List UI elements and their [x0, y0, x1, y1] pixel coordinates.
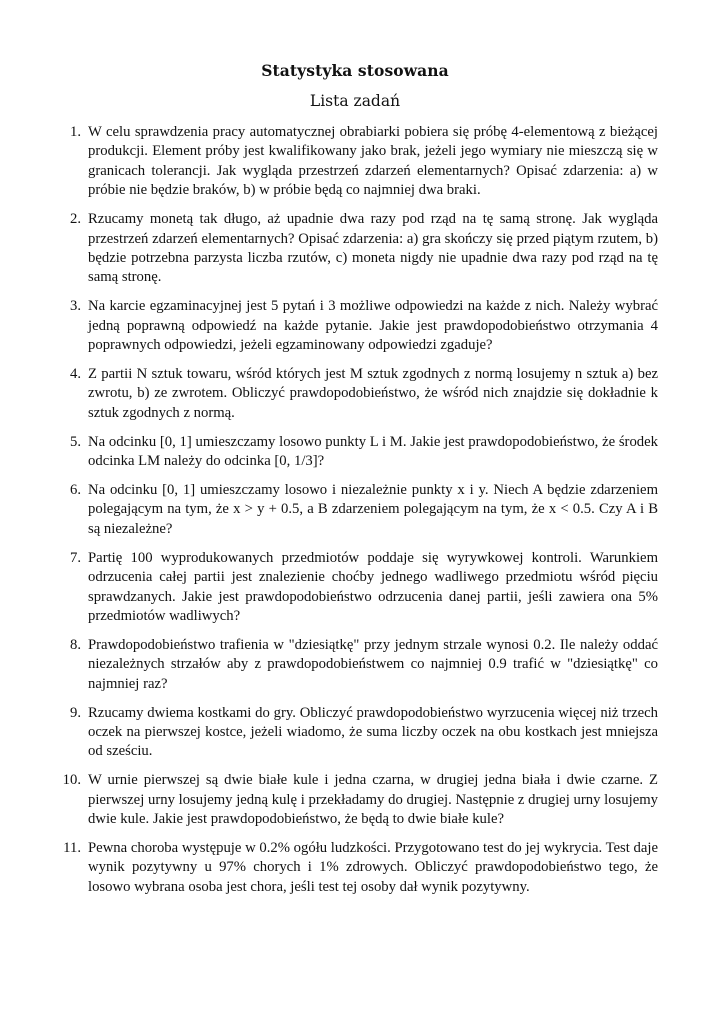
problem-number: 1.: [69, 124, 81, 140]
problem-text: Rzucamy dwiema kostkami do gry. Obliczyć prawdopodobieństwo wyrzucenia więcej niż trzech oczek na pierwszej kostce, jeżeli wiadomo, że suma liczby oczek na obu kostkach jest mniejsza od sześciu.: [88, 704, 658, 760]
problem-text: Na karcie egzaminacyjnej jest 5 pytań i 3 możliwe odpowiedzi na każde z nich. Należy wybrać jedną poprawną odpowiedź na każde pytanie. Jakie jest prawdopodobieństwo otrzymania 4 poprawnych odpowiedzi, jeżeli egzaminowany odpowiedzi zgaduje?: [88, 298, 658, 354]
problem-8: [69, 636, 658, 694]
problem-text: Prawdopodobieństwo trafienia w "dziesiątkę" przy jednym strzale wynosi 0.2. Ile należy oddać niezależnych strzałów aby z prawdopodobieństwem co najmniej 0.9 trafić w "dziesiątkę" co najmniej raz?: [88, 636, 658, 692]
problem-11: [63, 839, 658, 897]
problem-number: 11.: [63, 840, 81, 856]
problem-text: W urnie pierwszej są dwie białe kule i jedna czarna, w drugiej jedna biała i dwie czarne. Z pierwszej urny losujemy jedną kulę i przekładamy do drugiej. Następnie z drugiej urny losujemy dwie kule. Jakie jest prawdopodobieństwo, że będą to dwie białe kule?: [88, 772, 658, 828]
problem-number: 10.: [62, 772, 81, 789]
problem-text: Z partii N sztuk towaru, wśród których jest M sztuk zgodnych z normą losujemy n sztuk a) bez zwrotu, b) ze zwrotem. Obliczyć prawdopodobieństwo, że wśród nich znajdzie się dokładnie k sztuk zgodnych z normą.: [88, 365, 658, 421]
problem-1: [69, 123, 658, 201]
problem-number: 2.: [69, 211, 81, 228]
problem-number: 9.: [69, 704, 81, 721]
problem-number: 8.: [69, 636, 81, 653]
problem-text: W celu sprawdzenia pracy automatycznej obrabiarki pobiera się próbę 4-elementową z bieżącej produkcji. Element próby jest kwalifikowany jako brak, jeżeli jego wymiary nie mieszczą się w granicach tolerancji. Jak wygląda przestrzeń zdarzeń elementarnych? Opisać zdarzenia: a) w próbie nie będzie braków, b) w próbie będą co najmniej dwa braki.: [88, 124, 658, 199]
problem-list: [62, 123, 658, 907]
problem-3: [69, 297, 658, 355]
problem-number: 7.: [69, 549, 81, 566]
problem-number: 6.: [69, 482, 81, 498]
problem-5: [69, 433, 658, 472]
problem-text: Partię 100 wyprodukowanych przedmiotów poddaje się wyrywkowej kontroli. Warunkiem odrzucenia całej partii jest znalezienie choćby jednego wadliwego przedmiotu wśród pięciu sprawdzanych. Jakie jest prawdopodobieństwo odrzucenia danej partii, jeśli zawiera ona 5% przedmiotów wadliwych?: [88, 549, 658, 624]
problem-10: [62, 771, 658, 829]
problem-text: Na odcinku [0, 1] umieszczamy losowo punkty L i M. Jakie jest prawdopodobieństwo, że środek odcinka LM należy do odcinka [0, 1/3]?: [88, 433, 658, 470]
problem-number: 5.: [69, 433, 81, 450]
problem-9: [69, 704, 658, 762]
problem-7: [69, 549, 658, 627]
problem-4: [69, 365, 658, 423]
problem-text: Pewna choroba występuje w 0.2% ogółu ludzkości. Przygotowano test do jej wykrycia. Test daje wynik pozytywny u 97% chorych i 1% zdrowych. Obliczyć prawdopodobieństwo tego, że losowo wybrana osoba jest chora, jeśli test tej osoby dał wynik pozytywny.: [88, 840, 658, 895]
problem-number: 3.: [69, 298, 81, 315]
problem-number: 4.: [69, 365, 81, 382]
document-title: Statystyka stosowana: [261, 61, 449, 80]
problem-6: [69, 481, 658, 539]
problem-2: [69, 210, 658, 288]
document-subtitle: Lista zadań: [309, 92, 401, 110]
problem-text: Rzucamy monetą tak długo, aż upadnie dwa razy pod rząd na tę samą stronę. Jak wygląda przestrzeń zdarzeń elementarnych? Opisać zdarzenia: a) gra skończy się przed piątym rzutem, b) będzie potrzebna parzysta liczba rzutów, c) moneta nigdy nie upadnie dwa razy pod rząd na tę samą stronę.: [88, 211, 658, 286]
problem-text: Na odcinku [0, 1] umieszczamy losowo i niezależnie punkty x i y. Niech A będzie zdarzeniem polegającym na tym, że x > y + 0.5, a B zdarzeniem polegającym na tym, że x < 0.5. Czy A i B są niezależne?: [88, 482, 658, 537]
